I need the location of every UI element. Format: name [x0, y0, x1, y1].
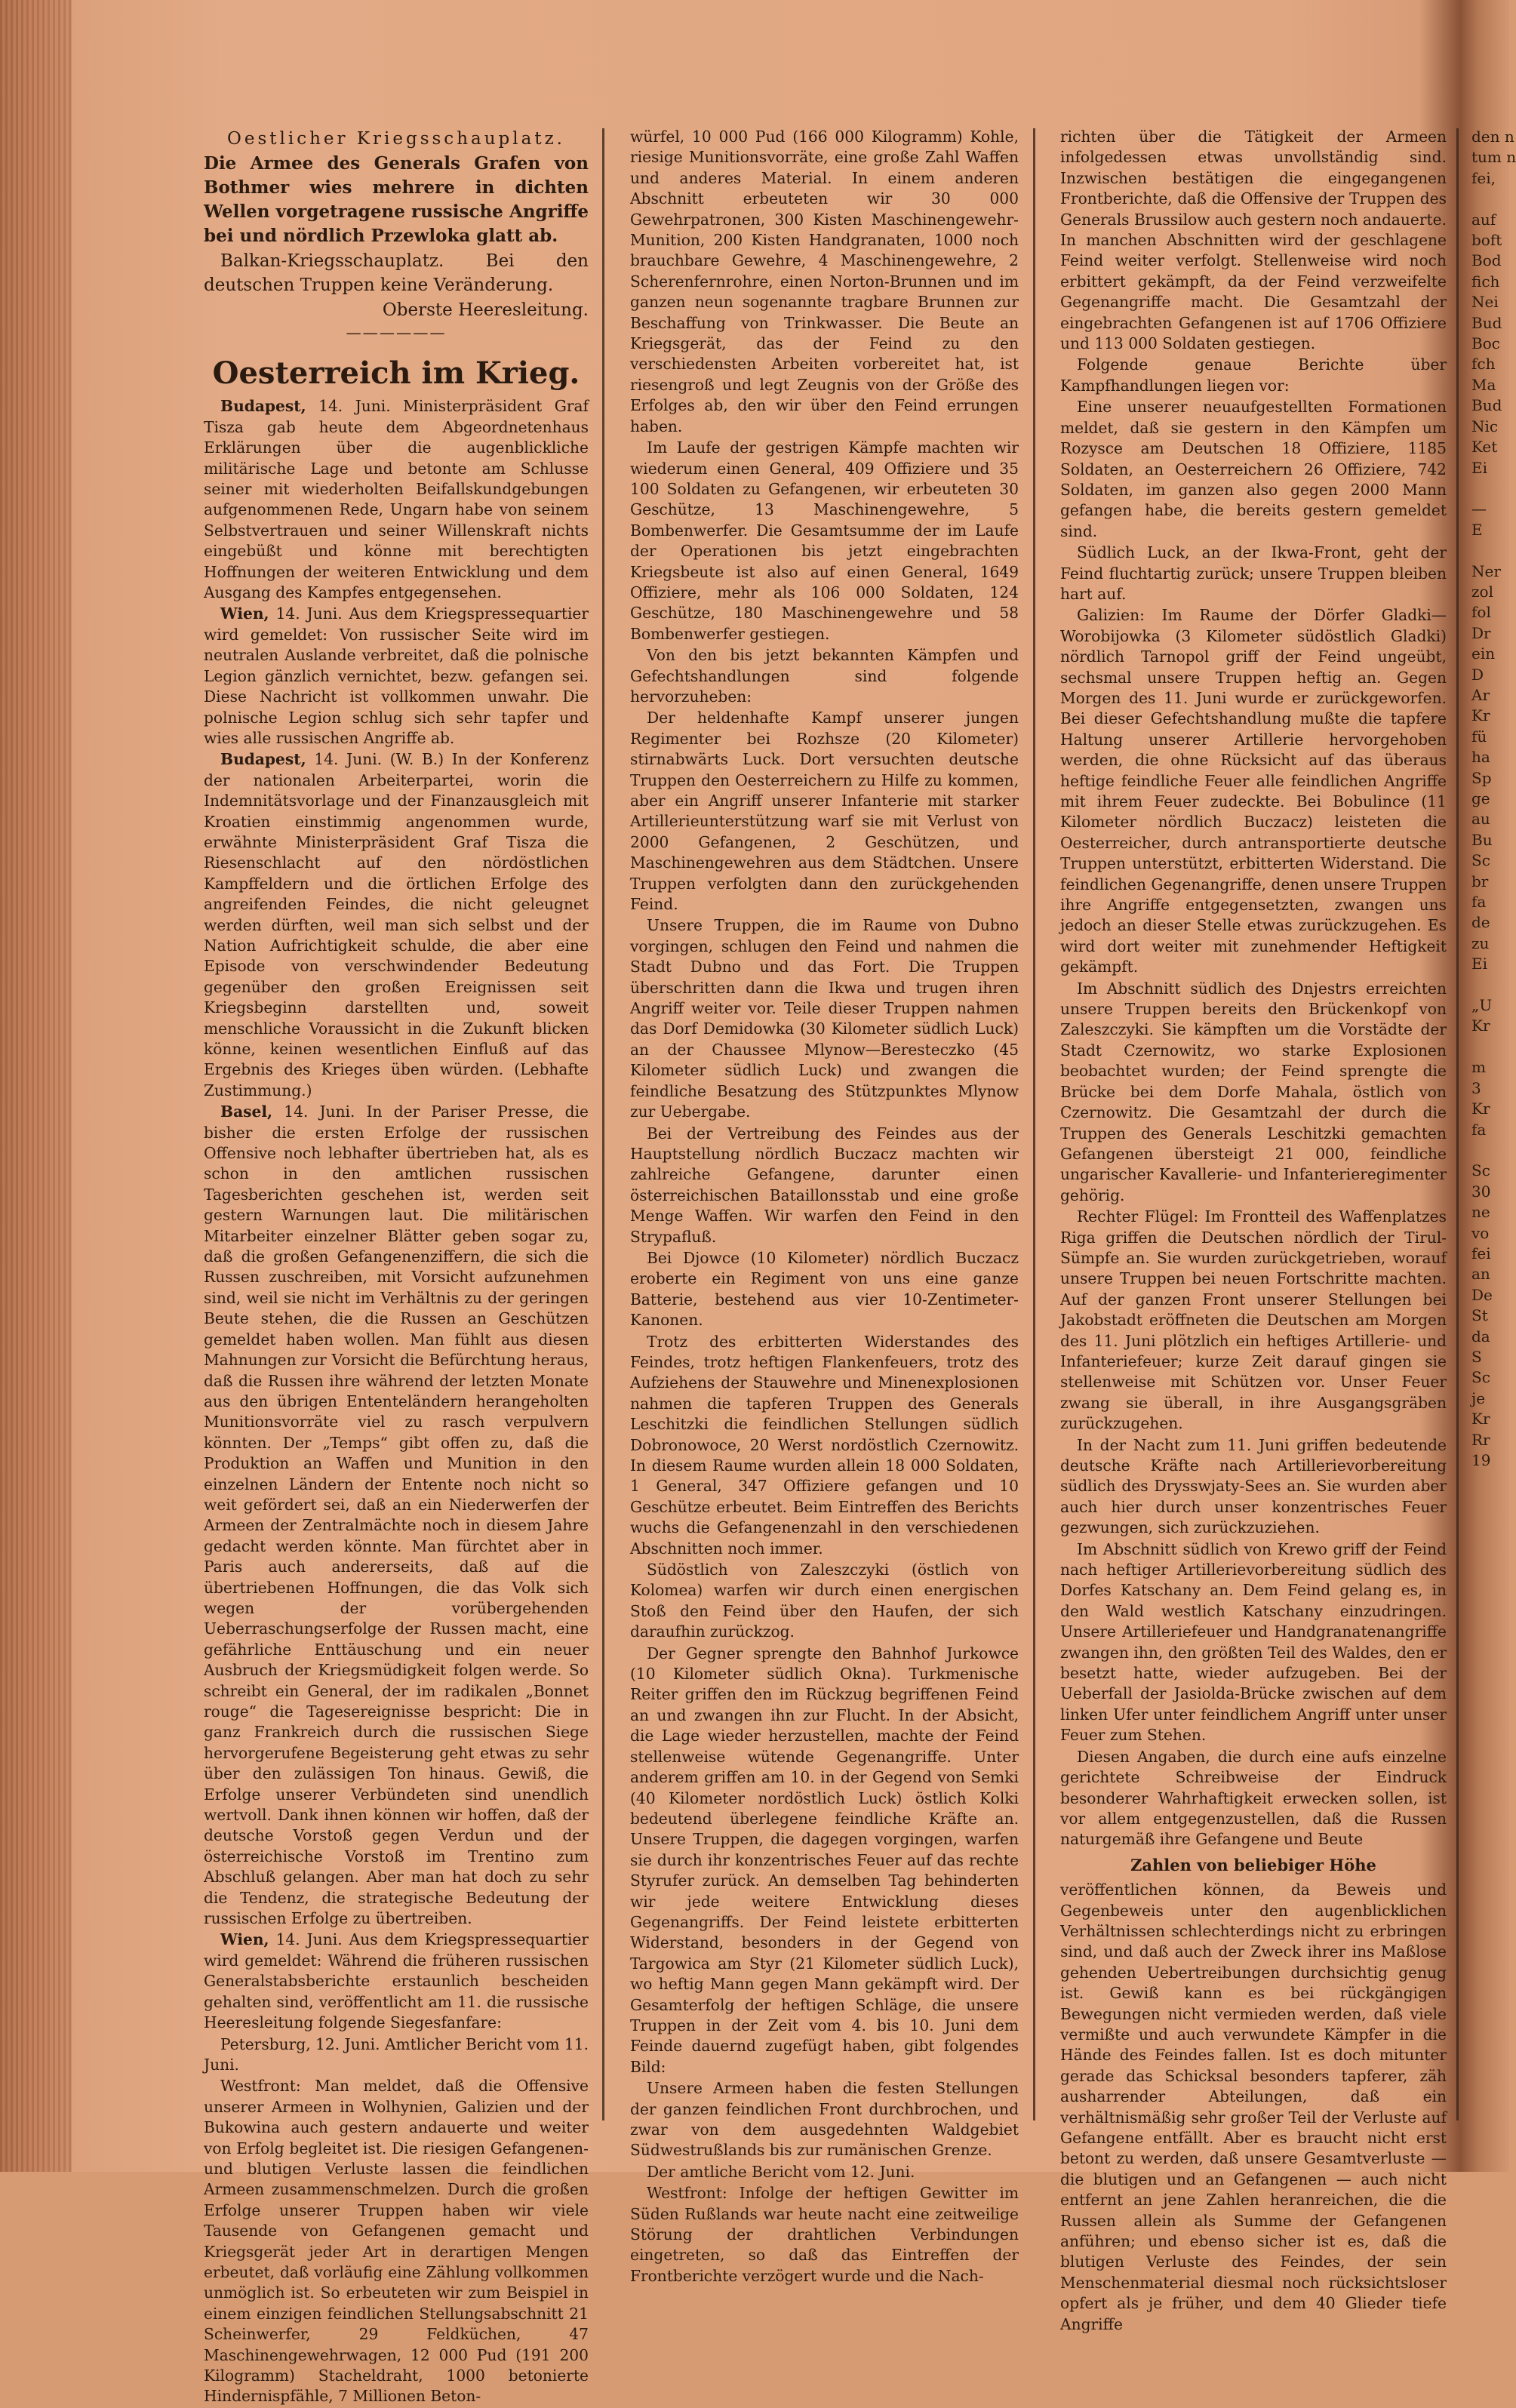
paragraph: Westfront: Infolge der heftigen Gewitter im Süden Rußlands war heute nacht eine zeitweilige Störung der drahtlichen Verbindungen eingetreten, so daß das Eintreffen der Frontberichte verzögert wurde und die Nach- [630, 2184, 1019, 2285]
paragraph: Basel, 14. Juni. In der Pariser Presse, die bisher die ersten Erfolge der russischen Offensive noch lebhafter übertrieben hat, als es schon in den amtlichen russischen Tagesberichten geschehen ist, werden seit gestern Warnungen laut. Die militärischen Mitarbeiter einzelner Blätter geben sogar zu, daß die großen Gefangenenziffern, die sich die Russen zuschreiben, mit Vorsicht aufzunehmen sind, weil sie nicht im Verhältnis zu der geringen Beute stehen, die die Russen an Geschützen gemeldet haben wollen. Man fühlt aus diesen Mahnungen zur Vorsicht die Befürchtung heraus, daß die Russen ihre während der letzten Monate aus den übrigen Ententeländern herangeholten Munitionsvorräte viel zu rasch verpulvern könnten. Der „Temps“ gibt offen zu, daß die Produktion an Waffen und Munition in den einzelnen Ländern der Entente noch nicht so weit gefördert sei, daß an ein Niederwerfen der Armeen der Zentralmächte noch in diesem Jahre gedacht werden könnte. Man fürchtet aber in Paris auch andererseits, daß auf die übertriebenen Hoffnungen, die das Volk sich wegen der vorübergehenden Ueberraschungserfolge der Russen macht, eine gefährliche Enttäuschung und ein neuer Ausbruch der Kriegsmüdigkeit folgen werde. So schreibt ein General, der im radikalen „Bonnet rouge“ die Tagesereignisse bespricht: Die in ganz Frankreich durch die russischen Siege hervorgerufene Begeisterung geht etwas zu sehr über den zulässigen Ton hinaus. Gewiß, die Erfolge unserer Verbündeten sind unendlich wertvoll. Dank ihnen können wir hoffen, daß der deutsche Vorstoß gegen Verdun und der österreichische Vorstoß im Trentino zum Abschluß gelangen. Aber man hat doch zu sehr die Tendenz, die strategische Bedeutung der russischen Erfolge zu übertreiben. [204, 1103, 589, 1928]
cropped-line: Nei [1471, 293, 1499, 312]
cropped-line: 19 [1471, 1451, 1491, 1469]
cropped-line: je [1471, 1389, 1486, 1407]
cropped-line: fol [1471, 603, 1491, 622]
cropped-line: de [1471, 913, 1490, 932]
cropped-line: — [1471, 500, 1487, 518]
cropped-line: De [1471, 1285, 1493, 1304]
cropped-line: vo [1471, 1223, 1490, 1242]
cropped-line: Bu [1471, 830, 1493, 849]
cropped-line: 3 [1471, 1078, 1481, 1097]
dateline: Wien, [220, 1930, 269, 1949]
paragraph: Von den bis jetzt bekannten Kämpfen und Gefechtshandlungen sind folgende hervorzuheben: [630, 646, 1019, 706]
cropped-line: an [1471, 1265, 1490, 1284]
paragraph: Eine unserer neuaufgestellten Formationen meldet, daß sie gestern in den Kämpfen um Rozysce am Deutschen 18 Offiziere, 1185 Soldaten, an Oesterreichern 26 Offiziere, 742 Soldaten, im ganzen also gegen 2000 Mann gefangen habe, die bereits gestern gemeldet sind. [1060, 398, 1447, 540]
paragraph: Petersburg, 12. Juni. Amtlicher Bericht vom 11. Juni. [204, 2034, 589, 2074]
cropped-line: 30 [1471, 1182, 1491, 1201]
cropped-line: den n [1471, 128, 1514, 146]
cropped-line: fich [1471, 272, 1500, 291]
cropped-line: fa [1471, 893, 1487, 912]
section-heading-east: Oestlicher Kriegsschauplatz. [227, 129, 565, 149]
cropped-line: Kr [1471, 1099, 1490, 1118]
cropped-line: auf [1471, 210, 1496, 229]
cropped-line: br [1471, 872, 1489, 890]
cropped-line: ha [1471, 748, 1490, 767]
paragraph: Rechter Flügel: Im Frontteil des Waffenplatzes Riga griffen die Deutschen nördlich der Tirul-Sümpfe an. Sie wurden zurückgetrieben, worauf unsere Truppen bei neuen Fortschritte machten. Auf der ganzen Front unserer Stellungen bei Jakobstadt eröffneten die Deutschen am Morgen des 11. Juni plötzlich ein heftiges Artillerie- und Infanteriefeuer; kurze Zeit darauf gingen sie stellenweise mit Schützen vor. Unser Feuer zwang sie überall, in ihre Ausgangsgräben zurückzugehen. [1060, 1207, 1447, 1433]
report-signature: Oberste Heeresleitung. [382, 300, 589, 320]
cropped-line: fch [1471, 355, 1496, 374]
paragraph: würfel, 10 000 Pud (166 000 Kilogramm) Kohle, riesige Munitionsvorräte, eine große Zahl Waffen und anderes Material. In einem anderen Abschnitt erbeuteten wir 30 000 Gewehrpatronen, 300 Kisten Maschinengewehr-Munition, 200 Kisten Handgranaten, 1000 noch brauchbare Gewehre, 4 Maschinengewehre, 2 Scherenfernrohre, einen Norton-Brunnen und im ganzen neun sogenannte tragbare Brunnen zur Beschaffung von Trinkwasser. Die Beute an Kriegsgerät, das der Feind zu den verschiedensten Arbeiten vorbereitet hat, ist riesengroß und legt Zeugnis von der Größe des Erfolges ab, den wir über den Feind errungen haben. [630, 128, 1019, 435]
paragraph: Diesen Angaben, die durch eine aufs einzelne gerichtete Schreibweise der Eindruck besonderer Wahrhaftigkeit erwecken sollen, ist vor allem entgegenzustellen, daß die Russen naturgemäß ihre Gefangene und Beute [1060, 1747, 1447, 1849]
cropped-line [1471, 540, 1509, 561]
cropped-line: Sp [1471, 768, 1492, 787]
cropped-line: au [1471, 810, 1490, 829]
paragraph: Budapest, 14. Juni. (W. B.) In der Konferenz der nationalen Arbeiterpartei, worin die Indemnitätsvorlage und der Finanzausgleich mit Kroatien einstimmig angenommen wurde, erwähnte Ministerpräsident Graf Tisza die Riesenschlacht auf den nördöstlichen Kampffeldern und die örtlichen Erfolge des angreifenden Feindes, die nicht geleugnet werden dürften, weil man sich selbst und der Nation Aufrichtigkeit schulde, die aber eine Episode von verschwindender Bedeutung gegenüber den großen Ereignissen seit Kriegsbeginn darstellten und, soweit menschliche Voraussicht in die Zukunft blicken könne, keinen wesentlichen Einfluß auf das Ergebnis des Krieges üben würden. (Lebhafte Zustimmung.) [204, 750, 589, 1099]
column-3 [1060, 127, 1447, 2336]
cropped-line: Nic [1471, 417, 1499, 435]
paragraph: Unsere Truppen, die im Raume von Dubno vorgingen, schlugen den Feind und nahmen die Stadt Dubno und das Fort. Die Truppen überschritten dann die Ikwa und trugen ihren Angriff weiter vor. Teile dieser Truppen nahmen das Dorf Demidowka (30 Kilometer südlich Luck) an der Chaussee Mlynow—Beresteczko (45 Kilometer südlich Luck) und zwangen die feindliche Besatzung des Stützpunktes Mlynow zur Uebergabe. [630, 916, 1019, 1121]
paragraph: Wien, 14. Juni. Aus dem Kriegspressequartier wird gemeldet: Während die früheren russischen Generalstabsberichte erstaunlich bescheiden gehalten sind, veröffentlicht am 11. die russische Heeresleitung folgende Siegesfanfare: [204, 1930, 589, 2032]
paragraph: Folgende genaue Berichte über Kampfhandlungen liegen vor: [1060, 355, 1447, 395]
cropped-line: Ma [1471, 375, 1496, 394]
cropped-line [1471, 975, 1509, 995]
cropped-line: Bod [1471, 251, 1502, 270]
cropped-line: fü [1471, 727, 1487, 746]
column-2 [630, 127, 1019, 2287]
cropped-line: Kr [1471, 1016, 1490, 1035]
cropped-line: „U [1471, 996, 1493, 1015]
paragraph: Wien, 14. Juni. Aus dem Kriegspressequartier wird gemeldet: Von russischer Seite wird im neutralen Auslande verbreitet, daß die polnische Legion gänzlich vernichtet, bezw. gefangen sei. Diese Nachricht ist vollkommen unwahr. Die polnische Legion schlug sich sehr tapfer und wies alle russischen Angriffe ab. [204, 604, 589, 747]
paragraph: Südöstlich von Zaleszczyki (östlich von Kolomea) warfen wir durch einen energischen Stoß den Feind über den Haufen, der sich daraufhin zurückzog. [630, 1561, 1019, 1641]
cropped-line: Ei [1471, 955, 1487, 973]
column-rule [1456, 128, 1459, 2120]
cropped-line: Ket [1471, 438, 1498, 457]
dateline: Budapest, [220, 750, 306, 769]
cropped-line: E [1471, 520, 1483, 539]
cropped-line: S [1471, 1347, 1482, 1366]
cropped-line: Sc [1471, 1161, 1490, 1180]
column-4-cropped [1471, 127, 1516, 1471]
paragraph: Bei der Vertreibung des Feindes aus der Hauptstellung nördlich Buczacz machten wir zahlreiche Gefangene, darunter einen österreichischen Bataillonsstab und eine große Menge Waffen. Wir warfen den Feind in den Strypafluß. [630, 1124, 1019, 1246]
column-rule [602, 128, 604, 2120]
paragraph: Der heldenhafte Kampf unserer jungen Regimenter bei Rozhsze (20 Kilometer) stirnabwärts Luck. Dort versuchten deutsche Truppen den Oesterreichern zu Hilfe zu kommen, aber ein Angriff unserer Infanterie mit starker Artillerieunterstützung warf sie mit Verlust von 2000 Gefangenen, 2 Geschützen, und Maschinengewehren aus dem Städtchen. Unsere Truppen verfolgten dann den zurückgehenden Feind. [630, 709, 1019, 914]
paragraph: In der Nacht zum 11. Juni griffen bedeutende deutsche Kräfte nach Artillerievorbereitung südlich des Drysswjaty-Sees an. Sie wurden aber auch hier durch unser konzentrisches Feuer gezwungen, sich zurückzuziehen. [1060, 1435, 1447, 1537]
cropped-line: Sc [1471, 1368, 1490, 1387]
cropped-line: ne [1471, 1203, 1490, 1222]
cropped-line: Rr [1471, 1430, 1490, 1449]
paragraph: Im Abschnitt südlich von Krewo griff der Feind nach heftiger Artillerievorbereitung südlich des Dorfes Katschany an. Dem Feind gelang es, in den Wald westlich Katschany einzudringen. Unsere Artilleriefeuer und Handgranatenangriffe zwangen ihn, den größten Teil des Waldes, den er besetzt hatte, wieder aufzugeben. Bei der Ueberfall der Jasiolda-Brücke zwischen auf dem linken Ufer unter feindlichem Angriff unter unser Feuer zum Stehen. [1060, 1539, 1447, 1745]
cropped-line [1471, 189, 1509, 209]
cropped-line: ge [1471, 789, 1490, 807]
cropped-line [1471, 1140, 1509, 1161]
cropped-line: zol [1471, 582, 1493, 601]
cropped-line: zu [1471, 933, 1490, 952]
paragraph: Westfront: Man meldet, daß die Offensive unserer Armeen in Wolhynien, Galizien und der Bukowina auch gestern andauerte und weiter von Erfolg begleitet ist. Die riesigen Gefangenen- und blutigen Verluste lassen die feindlichen Armeen zusammenschmelzen. Durch die großen Erfolge unserer Truppen haben wir viele Tausende von Gefangenen gemacht und Kriegsgerät jeder Art in derartigen Mengen erbeutet, daß vorläufig eine Zählung vollkommen unmöglich ist. So erbeuteten wir zum Beispiel in einem einzigen feindlichen Stellungsabschnitt 21 Scheinwerfer, 29 Feldküchen, 47 Maschinengewehrwagen, 12 000 Pud (191 200 Kilogramm) Stacheldraht, 1000 betonierte Hindernispfähle, 7 Millionen Beton- [204, 2077, 589, 2406]
cropped-line: Dr [1471, 623, 1491, 642]
cropped-line: Ner [1471, 561, 1501, 580]
dateline: Basel, [220, 1103, 273, 1121]
cropped-line: ein [1471, 644, 1496, 663]
balkan-report: Balkan-Kriegsschauplatz. Bei den deutschen Truppen keine Veränderung. [204, 251, 589, 295]
paragraph: richten über die Tätigkeit der Armeen infolgedessen etwas unvollständig sind. Inzwischen bestätigen die eingegangenen Frontberichte, daß die Offensive der Truppen des Generals Brussilow auch gestern noch andauerte. In manchen Abschnitten wird der geschlagene Feind weiter verfolgt. Stellenweise wird noch erbittert gekämpft, da der Feind verzweifelte Gegenangriffe macht. Die Gesamtzahl der eingebrachten Gefangenen ist auf 1706 Offiziere und 113 000 Soldaten gestiegen. [1060, 128, 1447, 353]
subheading: Zahlen von beliebiger Höhe [1130, 1855, 1376, 1874]
cropped-line: fa [1471, 1120, 1487, 1139]
cropped-line: Kr [1471, 1410, 1490, 1429]
cropped-line: St [1471, 1306, 1488, 1325]
cropped-line: Bud [1471, 396, 1502, 415]
cropped-line: boft [1471, 231, 1502, 250]
paragraph: Der Gegner sprengte den Bahnhof Jurkowce (10 Kilometer südlich Okna). Turkmenische Reiter griffen den im Rückzug begriffenen Feind an und zwangen ihn zur Flucht. In der Absicht, die Lage wieder herzustellen, machte der Feind stellenweise wütende Gegenangriffe. Unter anderem griffen am 10. in der Gegend von Semki (40 Kilometer nordöstlich Luck) östlich Kolki bedeutend überlegene feindliche Kräfte an. Unsere Truppen, die dagegen vorgingen, warfen sie durch ihr konzentrisches Feuer auf das rechte Styrufer zurück. An demselben Tag behinderten wir jede weitere Entwicklung dieses Gegenangriffs. Der Feind leistete erbitterten Widerstand, besonders in der Gegend von Targowica am Styr (21 Kilometer südlich Luck), wo heftig Mann gegen Mann gekämpft wird. Der Gesamterfolg der heftigen Schläge, die unsere Truppen in der Zeit vom 4. bis 10. Juni dem Feinde dauernd zugefügt haben, gibt folgendes Bild: [630, 1644, 1019, 2076]
cropped-line [1471, 478, 1509, 499]
paragraph: Unsere Armeen haben die festen Stellungen der ganzen feindlichen Front durchbrochen, und zwar von dem ausgedehnten Waldgebiet Südwestrußlands bis zur rumänischen Grenze. [630, 2079, 1019, 2160]
cropped-line: Sc [1471, 851, 1490, 870]
cropped-line: Kr [1471, 706, 1490, 725]
dateline: Budapest, [220, 397, 306, 416]
cropped-line: Bud [1471, 313, 1502, 332]
page-binding-edge [0, 0, 72, 2172]
cropped-line: m [1471, 1058, 1486, 1077]
article-title: Oesterreich im Krieg. [212, 355, 580, 392]
column-rule [1033, 128, 1035, 2120]
cropped-line: tum n [1471, 148, 1516, 167]
cropped-line: Ar [1471, 685, 1490, 704]
cropped-line: fei, [1471, 168, 1496, 187]
paragraph: Der amtliche Bericht vom 12. Juni. [647, 2162, 915, 2181]
east-report: Die Armee des Generals Grafen von Bothmer wies mehrere in dichten Wellen vorgetragene russische Angriffe bei und nördlich Przewloka glatt ab. [204, 153, 589, 246]
paragraph: Im Laufe der gestrigen Kämpfe machten wir wiederum einen General, 409 Offiziere und 35 100 Soldaten zu Gefangenen, wir erbeuteten 30 Geschütze, 13 Maschinengewehre, 5 Bombenwerfer. Die Gesamtsumme der im Laufe der Operationen bis jetzt eingebrachten Kriegsbeute ist also auf einen General, 1649 Offiziere, mehr als 106 000 Soldaten, 124 Geschütze, 180 Maschinengewehre und 58 Bombenwerfer gestiegen. [630, 438, 1019, 643]
column-1 [204, 127, 589, 2408]
paragraph: Südlich Luck, an der Ikwa-Front, geht der Feind fluchtartig zurück; unsere Truppen bleiben hart auf. [1060, 543, 1447, 603]
cropped-line: D [1471, 665, 1484, 684]
paragraph: Budapest, 14. Juni. Ministerpräsident Graf Tisza gab heute dem Abgeordnetenhaus Erklärungen über die augenblickliche militärische Lage und betonte am Schlusse seiner mit wiederholten Beifallskundgebungen aufgenommenen Rede, Ungarn habe von seinem Selbstvertrauen und seiner Willenskraft nichts eingebüßt und könne mit berechtigten Hoffnungen der weiteren Entwicklung und dem Ausgang des Kampfes entgegensehen. [204, 397, 589, 602]
cropped-line [1471, 1037, 1509, 1057]
paragraph: Bei Djowce (10 Kilometer) nördlich Buczacz eroberte ein Regiment von uns eine ganze Batterie, bestehend aus vier 10-Zentimeter-Kanonen. [630, 1248, 1019, 1330]
paragraph: Trotz des erbitterten Widerstandes des Feindes, trotz heftigen Flankenfeuers, trotz des Aufziehens der Stauwehre und Minenexplosionen nahmen die tapferen Truppen des Generals Leschitzki die feindlichen Stellungen südlich Dobronowoce, 20 Werst nordöstlich Czernowitz. In diesem Raume wurden allein 18 000 Soldaten, 1 General, 347 Offiziere gefangen und 10 Geschütze erbeutet. Beim Eintreffen des Berichts wuchs die Gefangenenzahl in den verschiedenen Abschnitten noch immer. [630, 1332, 1019, 1558]
cropped-line: da [1471, 1327, 1490, 1345]
paragraph: veröffentlichen können, da Beweis und Gegenbeweis unter den augenblicklichen Verhältnissen schlechterdings nicht zu erbringen sind, und daß auch der Zweck ihrer ins Maßlose gehenden Uebertreibungen durchsichtig genug ist. Gewiß kann es bei rückgängigen Bewegungen nicht vermieden werden, daß viele vermißte und auch verwundete Kämpfer in die Hände des Feindes fallen. Ist es doch mitunter gerade das Schicksal besonders tapferer, zäh ausharrender Abteilungen, daß ein verhältnismäßig sehr großer Teil der Verluste auf Gefangene entfällt. Aber es braucht nicht erst betont zu werden, daß unsere Gesamtverluste — die blutigen und an Gefangenen — auch nicht entfernt an jene Zahlen heranreichen, die die Russen allein als Summe der Gefangenen anführen; und ebenso sicher ist es, daß die blutigen Verluste des Feindes, der sein Menschenmaterial diesmal noch rücksichtsloser opfert als je früher, und dem 40 Glieder tiefe Angriffe [1060, 1881, 1447, 2333]
paragraph: Galizien: Im Raume der Dörfer Gladki—Worobijowka (3 Kilometer südöstlich Gladki) nördlich Tarnopol griff der Feind ungeübt, sechsmal unsere Truppen heftig an. Gegen Morgen des 11. Juni wurde er zurückgeworfen. Bei dieser Gefechtshandlung mußte die tapfere Haltung unserer Artillerie hervorgehoben werden, die ohne Rücksicht auf das überaus heftige feindliche Feuer alle feindlichen Angriffe mit ihrem Feuer zudeckte. Bei Bobulince (11 Kilometer nördlich Buczacz) leisteten die Oesterreicher, durch antransportierte deutsche Truppen unterstützt, erbitterten Widerstand. Die feindlichen Gegenangriffe, denen unsere Truppen ihre Angriffe entgegensetzten, zwangen uns jedoch an dieser Stelle etwas zurückzugehen. Es wird dort weiter mit zunehmender Heftigkeit gekämpft. [1060, 606, 1447, 976]
cropped-line: Boc [1471, 334, 1500, 353]
dateline: Wien, [220, 604, 269, 623]
divider: —————— [346, 324, 447, 342]
cropped-line: Ei [1471, 458, 1487, 477]
paragraph: Im Abschnitt südlich des Dnjestrs erreichten unsere Truppen bereits den Brückenkopf von Zaleszczyki. Sie kämpften um die Vorstädte der Stadt Czernowitz, wo starke Explosionen beobachtet wurden; der Feind sprengte die Brücke bei dem Dorfe Mahala, östlich von Czernowitz. Die Gesamtzahl der durch die Truppen des Generals Leschitzki gemachten Gefangenen übersteigt 21 000, feindliche ungarischer Kavallerie- und Infanterieregimenter gehörig. [1060, 979, 1447, 1204]
cropped-line: fei [1471, 1244, 1491, 1262]
